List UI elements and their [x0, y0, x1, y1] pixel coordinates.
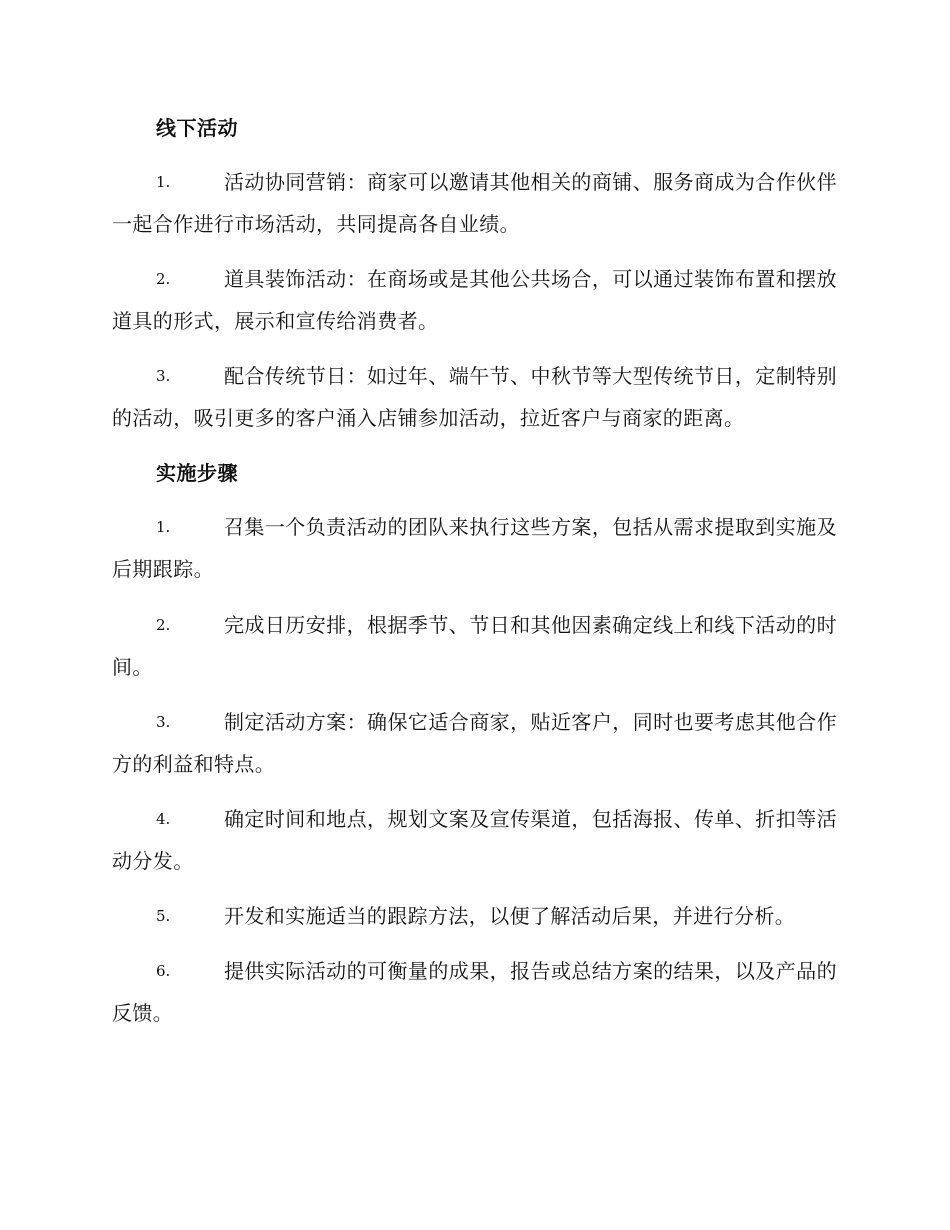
section-heading-implementation-steps: 实施步骤	[156, 461, 238, 485]
list-item	[112, 798, 837, 882]
list-item-number: 1.	[156, 173, 171, 191]
list-item	[112, 950, 837, 1034]
list-item-number: 2.	[156, 270, 171, 288]
list-item-text: 配合传统节日：如过年、端午节、中秋节等大型传统节日，定制特别的活动，吸引更多的客户涌入店铺参加活动，拉近客户与商家的距离。	[112, 364, 837, 430]
list-item	[112, 506, 837, 590]
list-item-text: 确定时间和地点，规划文案及宣传渠道，包括海报、传单、折扣等活动分发。	[112, 807, 837, 873]
list-item-number: 2.	[156, 616, 171, 634]
list-item-number: 4.	[156, 810, 171, 828]
list-item	[112, 604, 837, 688]
list-item-number: 3.	[156, 367, 171, 385]
list-item-number: 3.	[156, 713, 171, 731]
section-heading-offline-activities: 线下活动	[156, 116, 238, 140]
list-item-text: 提供实际活动的可衡量的成果，报告或总结方案的结果，以及产品的反馈。	[112, 959, 837, 1025]
list-item-text: 召集一个负责活动的团队来执行这些方案，包括从需求提取到实施及后期跟踪。	[112, 515, 837, 581]
list-item-text: 开发和实施适当的跟踪方法，以便了解活动后果，并进行分析。	[224, 904, 796, 928]
list-item-text: 制定活动方案：确保它适合商家，贴近客户，同时也要考虑其他合作方的利益和特点。	[112, 710, 837, 776]
list-item-text: 道具装饰活动：在商场或是其他公共场合，可以通过装饰布置和摆放道具的形式，展示和宣传给消费者。	[112, 267, 837, 333]
list-item	[112, 895, 837, 937]
list-item-text: 活动协同营销：商家可以邀请其他相关的商铺、服务商成为合作伙伴一起合作进行市场活动，共同提高各自业绩。	[112, 170, 837, 236]
list-item-number: 1.	[156, 518, 171, 536]
list-item	[112, 161, 837, 245]
list-item-number: 5.	[156, 907, 171, 925]
list-item	[112, 258, 837, 342]
list-item	[112, 701, 837, 785]
list-item	[112, 355, 837, 439]
list-item-number: 6.	[156, 962, 171, 980]
list-item-text: 完成日历安排，根据季节、节日和其他因素确定线上和线下活动的时间。	[112, 613, 837, 679]
